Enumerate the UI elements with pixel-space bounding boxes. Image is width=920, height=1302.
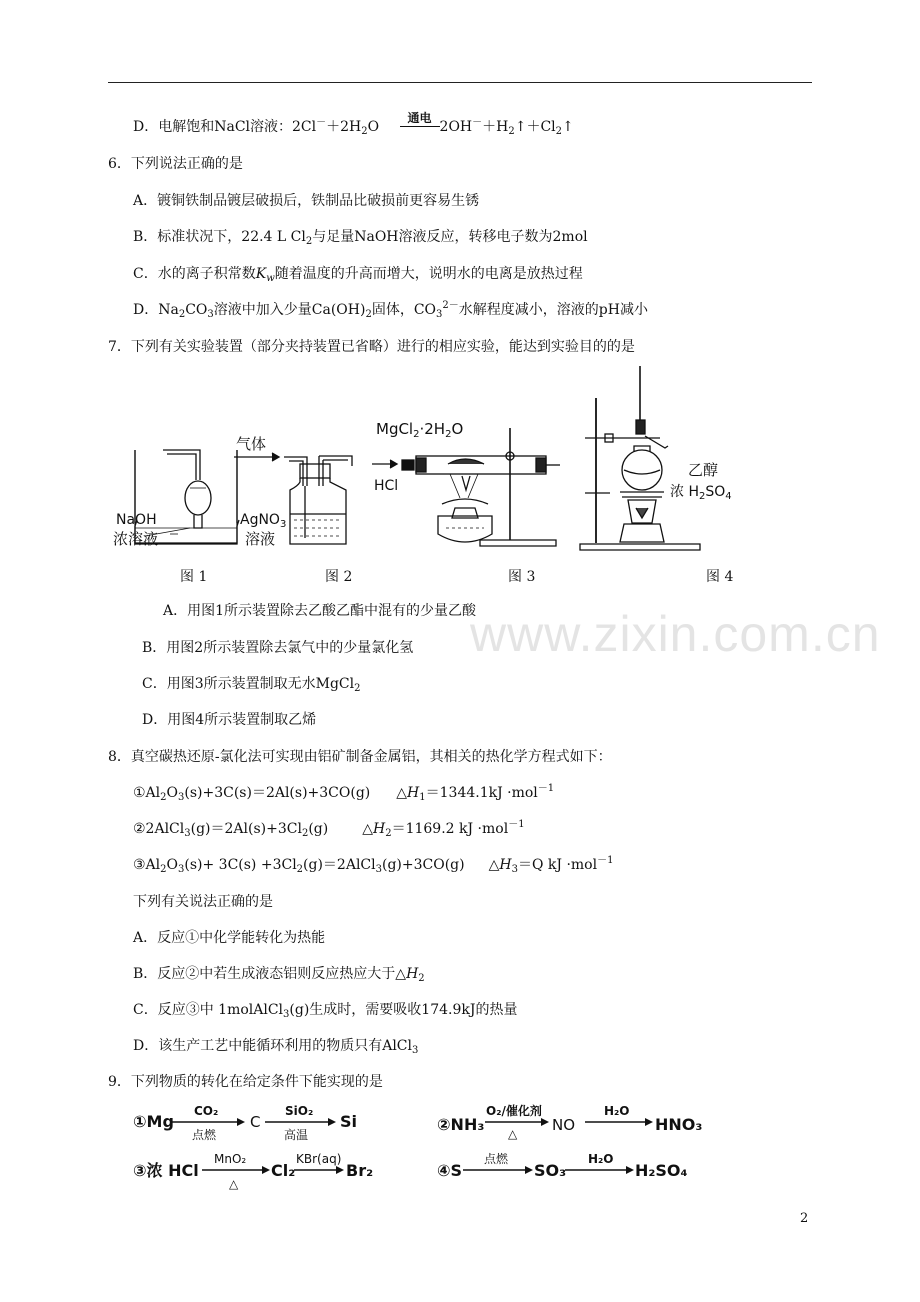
svg-text:H₂O: H₂O: [604, 1104, 630, 1118]
q7-option-c: C．用图3所示装置制取无水MgCl$_2$: [142, 676, 361, 694]
fig4-caption: 图 4: [706, 569, 734, 585]
svg-text:△: △: [229, 1177, 239, 1190]
q9-conversion-schemes: [0, 1100, 920, 1190]
svg-text:Si: Si: [340, 1112, 358, 1131]
q5-option-d: D．电解饱和NaCl溶液：$2Cl^-+2H_2O$ 通电 $2OH^-+H_2↑+Cl_2↑$: [133, 111, 574, 137]
fig3-label-mgcl2: $MgCl_2\cdot 2H_2O$: [376, 420, 464, 440]
q9-stem: 9．下列物质的转化在给定条件下能实现的是: [108, 1074, 383, 1090]
q8-equation-1: $①Al_2O_3(s)+3C(s)=2Al(s)+3CO(g)$ $\triangle H_1=1344.1kJ \cdot mol^{-1}$: [133, 783, 555, 803]
fig1-caption: 图 1: [180, 569, 208, 585]
q8-equation-3: $③Al_2O_3(s)+ 3C(s)$ $+3Cl_2(g)=2AlCl_3(g)+3CO(g)$ $\triangle H_3=Q$ kJ ·mol$^{-1}$: [133, 855, 614, 875]
q8-sub-stem: 下列有关说法正确的是: [133, 894, 273, 910]
fig2-label-solution: 溶液: [245, 530, 276, 548]
svg-text:④S: ④S: [437, 1161, 463, 1180]
svg-text:Cl₂: Cl₂: [271, 1161, 296, 1180]
q8-option-d: D．该生产工艺中能循环利用的物质只有AlCl$_3$: [133, 1038, 419, 1056]
q8-equation-2: $②2AlCl_3(g)=2Al(s)+3Cl_2(g)$ $\triangle H_2=1169.2$ kJ ·mol$^{-1}$: [133, 819, 525, 839]
svg-text:HNO₃: HNO₃: [655, 1115, 703, 1134]
scheme-4: [437, 1151, 688, 1180]
svg-text:SiO₂: SiO₂: [285, 1104, 314, 1118]
fig2-caption: 图 2: [325, 569, 353, 585]
svg-text:C: C: [250, 1113, 261, 1131]
scheme-2: [437, 1103, 702, 1141]
q6-option-d: D．$Na_2CO_3$溶液中加入少量$Ca(OH)_2$固体，$CO_3^{2-}$水解程度减小，溶液的pH减小: [133, 300, 648, 320]
svg-text:H₂O: H₂O: [588, 1152, 614, 1166]
fig2-label-agno3: AgNO$_3$: [240, 512, 287, 530]
svg-text:Br₂: Br₂: [346, 1161, 374, 1180]
svg-text:①Mg: ①Mg: [133, 1112, 174, 1131]
svg-text:O₂/催化剂: O₂/催化剂: [486, 1104, 542, 1118]
fig4-label-h2so4: 浓 $H_2SO_4$: [670, 484, 732, 502]
svg-text:②NH₃: ②NH₃: [437, 1115, 485, 1134]
fig1-label-naoh: NaOH: [116, 512, 157, 528]
fig2-gas-label: 气体: [236, 435, 267, 453]
header-rule: [108, 82, 812, 83]
q7-option-b: B．用图2所示装置除去氯气中的少量氯化氢: [142, 640, 414, 656]
scheme-3: [133, 1152, 373, 1190]
svg-text:MnO₂: MnO₂: [214, 1152, 247, 1166]
figure-3-heated-tube: [372, 420, 560, 546]
q6-option-b: B．标准状况下，22.4 L $Cl_2$与足量NaOH溶液反应，转移电子数为2mol: [133, 229, 588, 247]
scheme-1: [133, 1104, 357, 1142]
fig1-label-conc: 浓溶液: [113, 530, 159, 548]
svg-text:△: △: [508, 1127, 518, 1141]
svg-text:SO₃: SO₃: [534, 1161, 567, 1180]
electrolysis-condition: 通电: [400, 118, 440, 136]
svg-text:CO₂: CO₂: [194, 1104, 219, 1118]
svg-text:高温: 高温: [284, 1128, 309, 1142]
q7-apparatus-figures: [0, 358, 920, 588]
q6-option-a: A．镀铜铁制品镀层破损后，铁制品比破损前更容易生锈: [133, 193, 480, 209]
q8-option-a: A．反应①中化学能转化为热能: [133, 930, 326, 946]
fig4-label-ethanol: 乙醇: [688, 461, 719, 479]
watermark: www.zixin.com.cn: [470, 606, 881, 662]
fig3-hcl-label: HCl: [374, 478, 399, 494]
fig3-caption: 图 3: [508, 569, 536, 585]
q8-stem: 8．真空碳热还原-氯化法可实现由铝矿制备金属铝，其相关的热化学方程式如下：: [108, 749, 612, 765]
svg-text:点燃: 点燃: [192, 1128, 217, 1142]
q8-option-b: B．反应②中若生成液态铝则反应热应大于$\triangle H_2$: [133, 966, 425, 984]
q6-option-c: C．水的离子积常数$K_w$随着温度的升高而增大，说明水的电离是放热过程: [133, 266, 583, 284]
svg-text:H₂SO₄: H₂SO₄: [635, 1161, 688, 1180]
page-number: 2: [800, 1211, 809, 1226]
figure-4-distilling-flask: [580, 366, 700, 550]
q7-option-a: A．用图1所示装置除去乙酸乙酯中混有的少量乙酸: [163, 603, 477, 619]
q7-option-d: D．用图4所示装置制取乙烯: [142, 712, 317, 728]
svg-text:NO: NO: [552, 1116, 576, 1134]
q7-stem: 7．下列有关实验装置（部分夹持装置已省略）进行的相应实验，能达到实验目的的是: [108, 339, 635, 355]
q6-stem: 6．下列说法正确的是: [108, 156, 243, 172]
q8-option-c: C．反应③中 1molAlCl$_3$(g)生成时，需要吸收174.9kJ的热量: [133, 1002, 518, 1020]
svg-text:③浓 HCl: ③浓 HCl: [133, 1161, 199, 1180]
svg-text:点燃: 点燃: [484, 1152, 509, 1166]
svg-text:KBr(aq): KBr(aq): [296, 1152, 342, 1166]
